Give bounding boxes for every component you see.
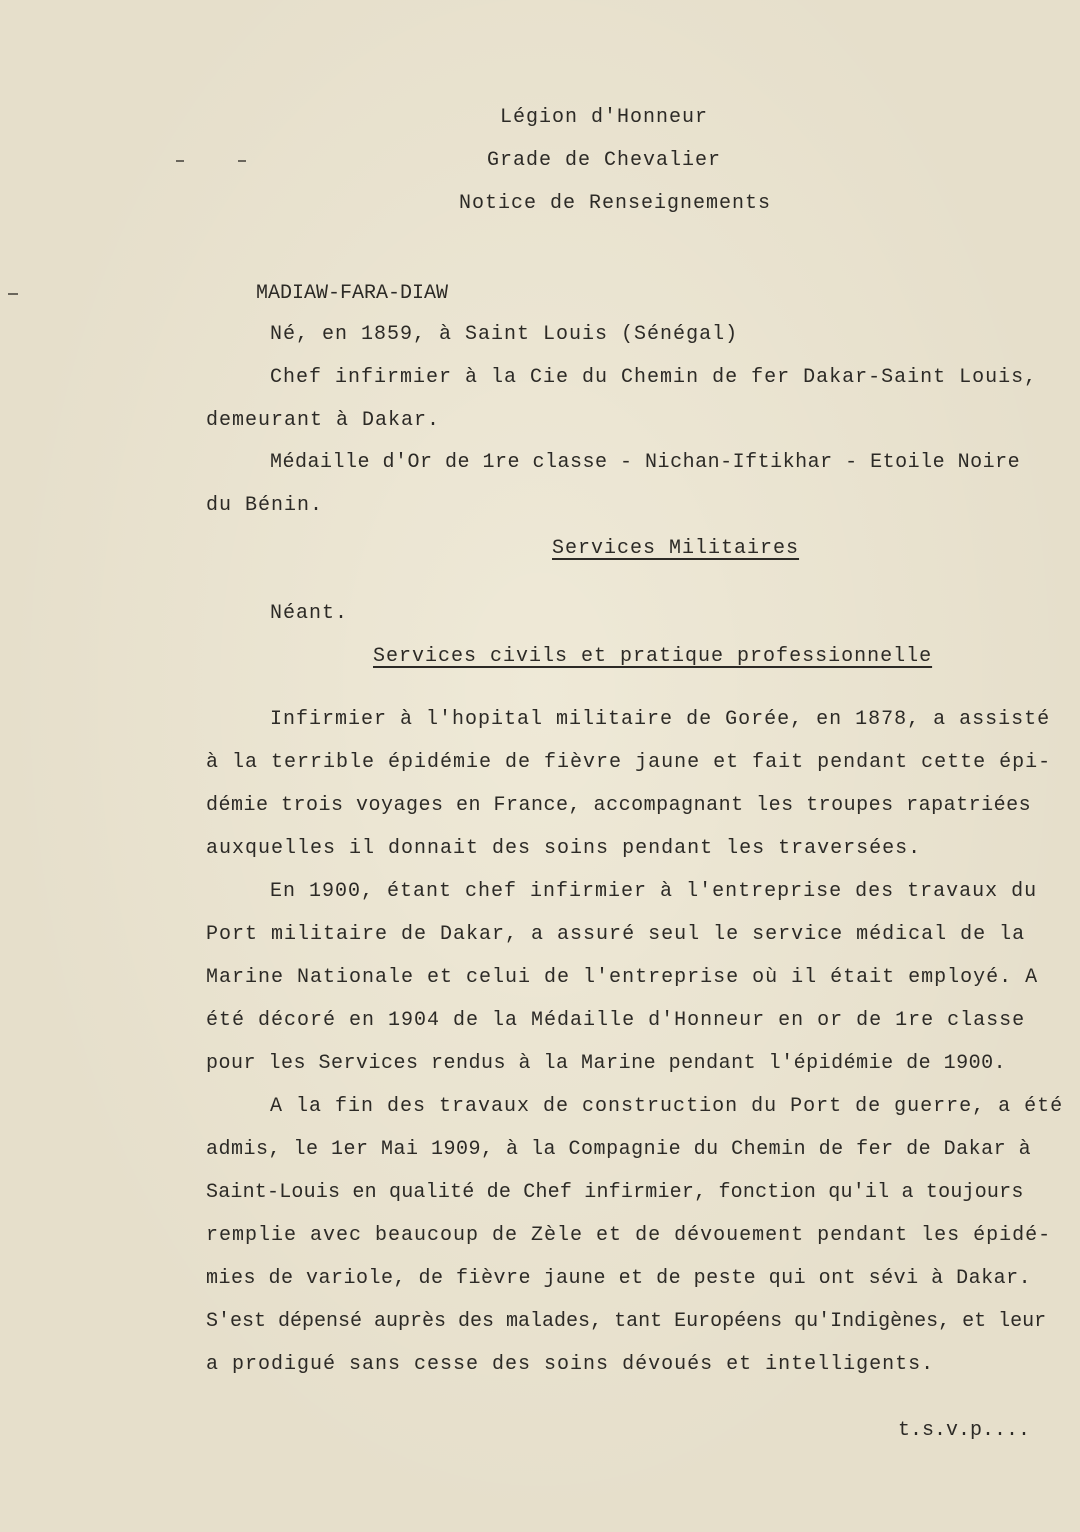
military-services-text: Néant. [270, 602, 349, 625]
civil-text-line: été décoré en 1904 de la Médaille d'Honneur en or de 1re classe [206, 1009, 1026, 1032]
military-services-heading: Services Militaires [552, 537, 800, 560]
civil-text-line: En 1900, étant chef infirmier à l'entreprise des travaux du [270, 880, 1038, 903]
civil-text-line: à la terrible épidémie de fièvre jaune et fait pendant cette épi- [206, 751, 1052, 774]
margin-mark [238, 160, 246, 162]
civil-text-line: pour les Services rendus à la Marine pendant l'épidémie de 1900. [206, 1052, 1007, 1075]
margin-mark [8, 293, 18, 295]
civil-text-line: S'est dépensé auprès des malades, tant Européens qu'Indigènes, et leur [206, 1310, 1047, 1333]
civil-text-line: Saint-Louis en qualité de Chef infirmier, fonction qu'il a toujours [206, 1181, 1024, 1204]
civil-text-line: a prodigué sans cesse des soins dévoués et intelligents. [206, 1353, 935, 1376]
header-title: Légion d'Honneur [499, 106, 709, 129]
civil-text-line: Port militaire de Dakar, a assuré seul le service médical de la [206, 923, 1026, 946]
decorations-line-2: du Bénin. [206, 494, 324, 517]
civil-text-line: auxquelles il donnait des soins pendant les traversées. [206, 837, 922, 860]
civil-text-line: mies de variole, de fièvre jaune et de peste qui ont sévi à Dakar. [206, 1267, 1032, 1290]
decorations-line-1: Médaille d'Or de 1re classe - Nichan-Iftikhar - Etoile Noire [270, 451, 1021, 474]
header-grade: Grade de Chevalier [486, 149, 722, 172]
civil-text-line: démie trois voyages en France, accompagnant les troupes rapatriées [206, 794, 1032, 817]
margin-mark [176, 160, 184, 162]
civil-text-line: remplie avec beaucoup de Zèle et de dévouement pendant les épidé- [206, 1224, 1052, 1247]
role-line-1: Chef infirmier à la Cie du Chemin de fer Dakar-Saint Louis, [270, 366, 1038, 389]
civil-text-line: admis, le 1er Mai 1909, à la Compagnie du Chemin de fer de Dakar à [206, 1138, 1032, 1161]
role-line-2: demeurant à Dakar. [206, 409, 441, 432]
tsvp-note: t.s.v.p.... [898, 1419, 1031, 1442]
civil-text-line: A la fin des travaux de construction du Port de guerre, a été [270, 1095, 1064, 1118]
civil-text-line: Infirmier à l'hopital militaire de Gorée, en 1878, a assisté [270, 708, 1051, 731]
person-name: MADIAW-FARA-DIAW [256, 282, 449, 305]
civil-services-heading: Services civils et pratique professionnelle [373, 645, 933, 668]
birth-info: Né, en 1859, à Saint Louis (Sénégal) [270, 323, 739, 346]
header-notice: Notice de Renseignements [458, 192, 772, 215]
civil-text-line: Marine Nationale et celui de l'entreprise où il était employé. A [206, 966, 1039, 989]
